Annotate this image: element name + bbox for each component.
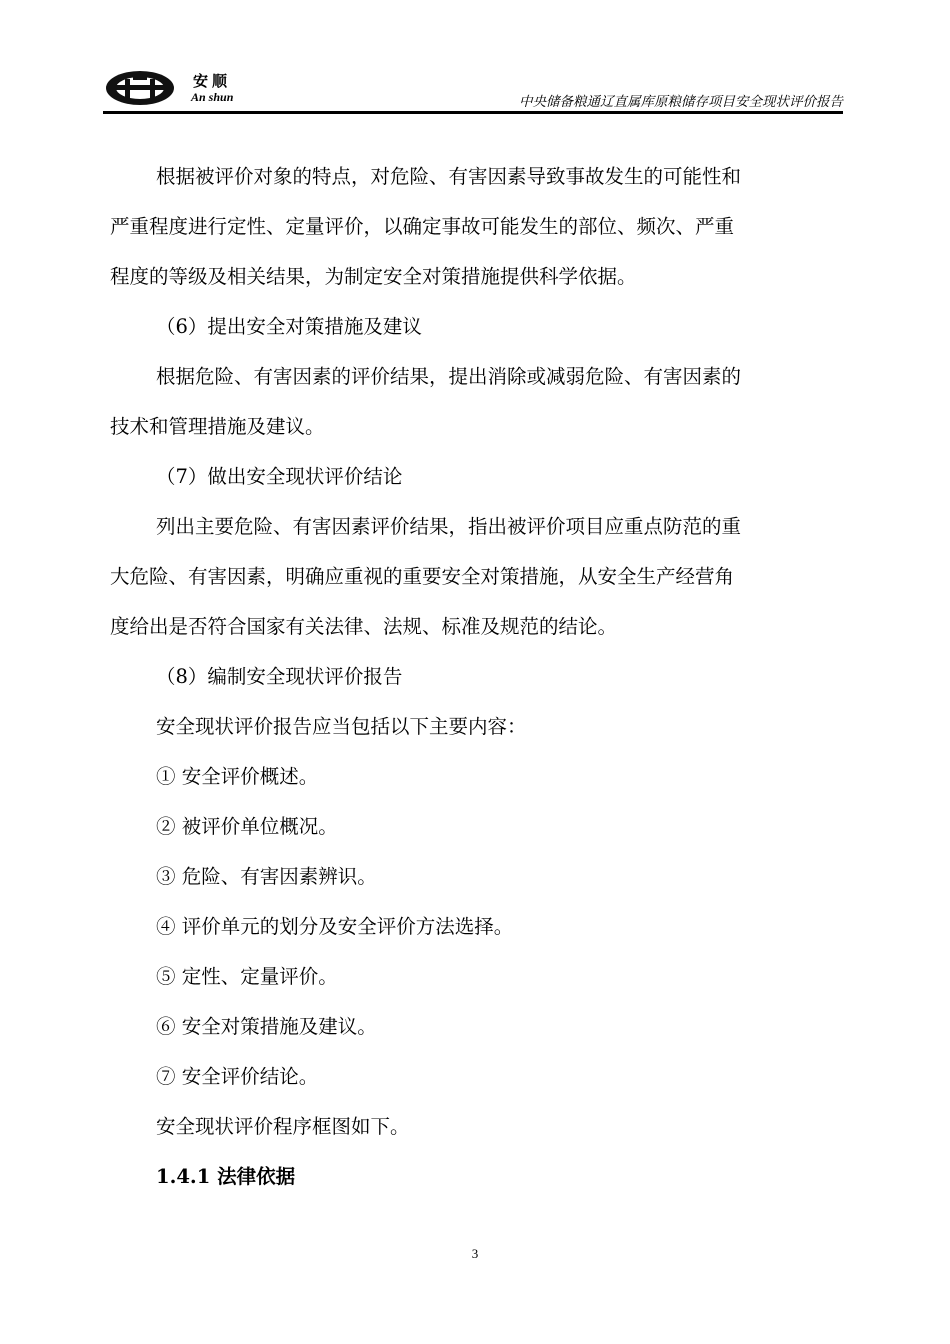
text-line: 根据被评价对象的特点，对危险、有害因素导致事故发生的可能性和 [156,165,742,188]
text-line: 技术和管理措施及建议。 [110,415,325,438]
document-body [110,152,845,1202]
list-item: ② 被评价单位概况。 [156,815,338,838]
flowchart-note: 安全现状评价程序框图如下。 [156,1115,410,1138]
report-title: 中央储备粮通辽直属库原粮储存项目安全现状评价报告 [519,94,843,110]
text-line: 严重程度进行定性、定量评价，以确定事故可能发生的部位、频次、严重 [110,215,735,238]
text-line: 根据危险、有害因素的评价结果，提出消除或减弱危险、有害因素的 [156,365,742,388]
page-header [103,62,843,114]
paragraph-measures [110,352,845,452]
report-contents-list [110,752,845,1102]
anshun-logo [103,68,177,108]
list-item: ⑤ 定性、定量评价。 [156,965,338,988]
list-item: ⑦ 安全评价结论。 [156,1065,319,1088]
logo-text-cn: 安顺 [193,72,232,90]
step-7-heading: （7）做出安全现状评价结论 [156,465,403,488]
text-line: 度给出是否符合国家有关法律、法规、标准及规范的结论。 [110,615,618,638]
text-line: 大危险、有害因素，明确应重视的重要安全对策措施，从安全生产经营角 [110,565,735,588]
paragraph-conclusion [110,502,845,652]
list-item: ① 安全评价概述。 [156,765,319,788]
step-8-heading: （8）编制安全现状评价报告 [156,665,403,688]
list-item: ⑥ 安全对策措施及建议。 [156,1015,377,1038]
step-6-heading: （6）提出安全对策措施及建议 [156,315,422,338]
page-number: 3 [471,1246,479,1261]
section-heading: 1.4.1 法律依据 [156,1165,296,1188]
text-line: 程度的等级及相关结果，为制定安全对策措施提供科学依据。 [110,265,637,288]
list-item: ④ 评价单元的划分及安全评价方法选择。 [156,915,514,938]
text-line: 列出主要危险、有害因素评价结果，指出被评价项目应重点防范的重 [156,515,742,538]
header-divider [103,111,843,114]
list-item: ③ 危险、有害因素辨识。 [156,865,377,888]
report-contents-intro: 安全现状评价报告应当包括以下主要内容： [156,715,527,738]
paragraph-evaluation [110,152,845,302]
logo-text-en: An shun [191,90,234,104]
